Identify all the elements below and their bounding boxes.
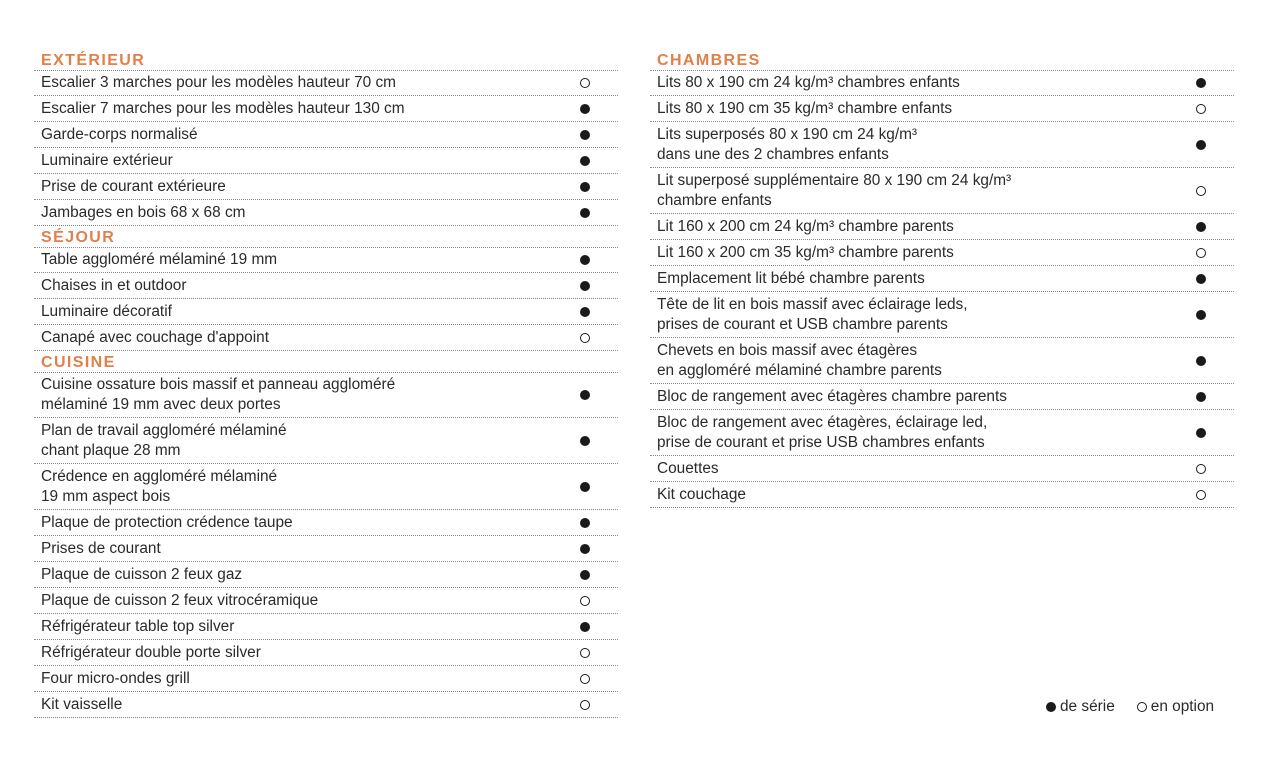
empty-dot-icon <box>1196 104 1206 114</box>
equipment-label: Lit superposé supplémentaire 80 x 190 cm 24 kg/m³ chambre enfants <box>657 171 1012 209</box>
equipment-label: Lit 160 x 200 cm 24 kg/m³ chambre parents <box>657 217 954 235</box>
filled-dot-icon <box>580 570 590 580</box>
status-mark <box>580 648 618 658</box>
status-mark <box>580 674 618 684</box>
equipment-label: Canapé avec couchage d'appoint <box>41 328 269 346</box>
equipment-row <box>34 70 618 96</box>
equipment-row <box>34 96 618 122</box>
status-mark <box>580 436 618 446</box>
equipment-label: Kit couchage <box>657 485 746 503</box>
equipment-row <box>650 384 1234 410</box>
status-mark <box>580 281 618 291</box>
status-mark <box>580 390 618 400</box>
empty-dot-icon <box>580 674 590 684</box>
equipment-row <box>34 510 618 536</box>
filled-dot-icon <box>580 518 590 528</box>
equipment-label: Réfrigérateur double porte silver <box>41 643 261 661</box>
equipment-row <box>34 273 618 299</box>
empty-dot-icon <box>580 78 590 88</box>
left-column <box>34 49 618 718</box>
status-mark <box>580 544 618 554</box>
equipment-row <box>650 292 1234 338</box>
right-column <box>650 49 1234 508</box>
equipment-row <box>34 247 618 273</box>
legend-option-label: en option <box>1150 698 1215 715</box>
equipment-row <box>650 266 1234 292</box>
equipment-row <box>34 692 618 718</box>
equipment-row <box>650 96 1234 122</box>
status-mark <box>580 570 618 580</box>
equipment-label: Lits 80 x 190 cm 35 kg/m³ chambre enfants <box>657 99 953 117</box>
equipment-row <box>34 174 618 200</box>
filled-dot-icon <box>1196 78 1206 88</box>
empty-dot-icon <box>1196 490 1206 500</box>
status-mark <box>580 130 618 140</box>
equipment-label: Couettes <box>657 459 719 477</box>
filled-dot-icon <box>1196 274 1206 284</box>
equipment-row <box>34 562 618 588</box>
equipment-row <box>34 536 618 562</box>
status-mark <box>1196 310 1234 320</box>
equipment-row <box>650 168 1234 214</box>
equipment-label: Chaises in et outdoor <box>41 276 187 294</box>
filled-dot-icon <box>1196 310 1206 320</box>
status-mark <box>1196 464 1234 474</box>
equipment-row <box>650 338 1234 384</box>
legend-serie-label: de série <box>1060 698 1115 715</box>
status-mark <box>1196 490 1234 500</box>
equipment-row <box>34 325 618 351</box>
status-mark <box>580 518 618 528</box>
status-mark <box>1196 78 1234 88</box>
equipment-label: Tête de lit en bois massif avec éclairage leds, prises de courant et USB chambre parents <box>657 295 968 333</box>
section-title: CHAMBRES <box>657 52 761 69</box>
equipment-label: Luminaire décoratif <box>41 302 172 320</box>
equipment-label: Luminaire extérieur <box>41 151 173 169</box>
status-mark <box>580 622 618 632</box>
equipment-label: Bloc de rangement avec étagères chambre parents <box>657 387 1007 405</box>
equipment-row <box>34 200 618 226</box>
legend <box>1046 698 1214 716</box>
status-mark <box>1196 186 1234 196</box>
filled-dot-icon <box>580 622 590 632</box>
status-mark <box>580 104 618 114</box>
equipment-label: Lits superposés 80 x 190 cm 24 kg/m³ dans une des 2 chambres enfants <box>657 125 918 163</box>
equipment-label: Plaque de cuisson 2 feux vitrocéramique <box>41 591 319 609</box>
equipment-label: Four micro-ondes grill <box>41 669 190 687</box>
filled-dot-icon <box>580 544 590 554</box>
filled-dot-icon <box>1046 702 1056 712</box>
filled-dot-icon <box>580 281 590 291</box>
section-title: SÉJOUR <box>41 229 116 246</box>
equipment-row <box>650 410 1234 456</box>
status-mark <box>580 156 618 166</box>
equipment-row <box>650 70 1234 96</box>
equipment-label: Garde-corps normalisé <box>41 125 198 143</box>
filled-dot-icon <box>580 182 590 192</box>
status-mark <box>580 596 618 606</box>
filled-dot-icon <box>580 208 590 218</box>
filled-dot-icon <box>1196 392 1206 402</box>
legend-option <box>1137 698 1214 716</box>
empty-dot-icon <box>580 333 590 343</box>
filled-dot-icon <box>580 390 590 400</box>
filled-dot-icon <box>580 307 590 317</box>
filled-dot-icon <box>1196 140 1206 150</box>
equipment-row <box>650 456 1234 482</box>
status-mark <box>580 700 618 710</box>
empty-dot-icon <box>580 596 590 606</box>
filled-dot-icon <box>580 104 590 114</box>
equipment-label: Escalier 7 marches pour les modèles hauteur 130 cm <box>41 99 405 117</box>
status-mark <box>580 307 618 317</box>
equipment-label: Lits 80 x 190 cm 24 kg/m³ chambres enfants <box>657 74 960 91</box>
equipment-label: Plan de travail aggloméré mélaminé chant plaque 28 mm <box>41 421 287 459</box>
filled-dot-icon <box>580 156 590 166</box>
equipment-label: Lit 160 x 200 cm 35 kg/m³ chambre parents <box>657 243 954 261</box>
section-title: EXTÉRIEUR <box>41 52 146 69</box>
status-mark <box>580 482 618 492</box>
equipment-row <box>34 148 618 174</box>
equipment-label: Jambages en bois 68 x 68 cm <box>41 203 246 221</box>
equipment-row <box>34 372 618 418</box>
equipment-row <box>650 482 1234 508</box>
section-title: CUISINE <box>41 354 116 371</box>
status-mark <box>580 208 618 218</box>
status-mark <box>580 333 618 343</box>
empty-dot-icon <box>1196 464 1206 474</box>
equipment-label: Réfrigérateur table top silver <box>41 617 235 635</box>
empty-dot-icon <box>580 700 590 710</box>
filled-dot-icon <box>1196 356 1206 366</box>
status-mark <box>580 182 618 192</box>
equipment-row <box>34 464 618 510</box>
equipment-label: Prise de courant extérieure <box>41 177 226 195</box>
equipment-label: Prises de courant <box>41 539 161 557</box>
equipment-row <box>650 214 1234 240</box>
filled-dot-icon <box>1196 428 1206 438</box>
status-mark <box>1196 222 1234 232</box>
filled-dot-icon <box>580 482 590 492</box>
equipment-label: Chevets en bois massif avec étagères en aggloméré mélaminé chambre parents <box>657 341 942 379</box>
equipment-row <box>34 640 618 666</box>
equipment-label: Cuisine ossature bois massif et panneau aggloméré mélaminé 19 mm avec deux portes <box>41 376 396 413</box>
status-mark <box>580 255 618 265</box>
equipment-label: Emplacement lit bébé chambre parents <box>657 269 925 287</box>
status-mark <box>580 78 618 88</box>
equipment-label: Escalier 3 marches pour les modèles hauteur 70 cm <box>41 74 397 91</box>
equipment-label: Bloc de rangement avec étagères, éclairage led, prise de courant et prise USB chambres enfants <box>657 413 988 451</box>
status-mark <box>1196 428 1234 438</box>
filled-dot-icon <box>580 255 590 265</box>
equipment-label: Table aggloméré mélaminé 19 mm <box>41 251 278 268</box>
equipment-row <box>34 666 618 692</box>
equipment-row <box>34 418 618 464</box>
legend-serie <box>1046 698 1115 716</box>
empty-dot-icon <box>580 648 590 658</box>
equipment-label: Plaque de cuisson 2 feux gaz <box>41 565 243 583</box>
status-mark <box>1196 392 1234 402</box>
filled-dot-icon <box>580 130 590 140</box>
empty-dot-icon <box>1196 248 1206 258</box>
equipment-label: Crédence en aggloméré mélaminé 19 mm aspect bois <box>41 467 278 505</box>
equipment-row <box>34 299 618 325</box>
empty-dot-icon <box>1196 186 1206 196</box>
status-mark <box>1196 104 1234 114</box>
status-mark <box>1196 356 1234 366</box>
status-mark <box>1196 140 1234 150</box>
equipment-row <box>34 588 618 614</box>
equipment-row <box>650 240 1234 266</box>
equipment-label: Plaque de protection crédence taupe <box>41 513 293 531</box>
filled-dot-icon <box>1196 222 1206 232</box>
status-mark <box>1196 274 1234 284</box>
equipment-label: Kit vaisselle <box>41 695 123 713</box>
status-mark <box>1196 248 1234 258</box>
filled-dot-icon <box>580 436 590 446</box>
equipment-row <box>650 122 1234 168</box>
equipment-row <box>34 614 618 640</box>
empty-dot-icon <box>1137 702 1147 712</box>
equipment-row <box>34 122 618 148</box>
